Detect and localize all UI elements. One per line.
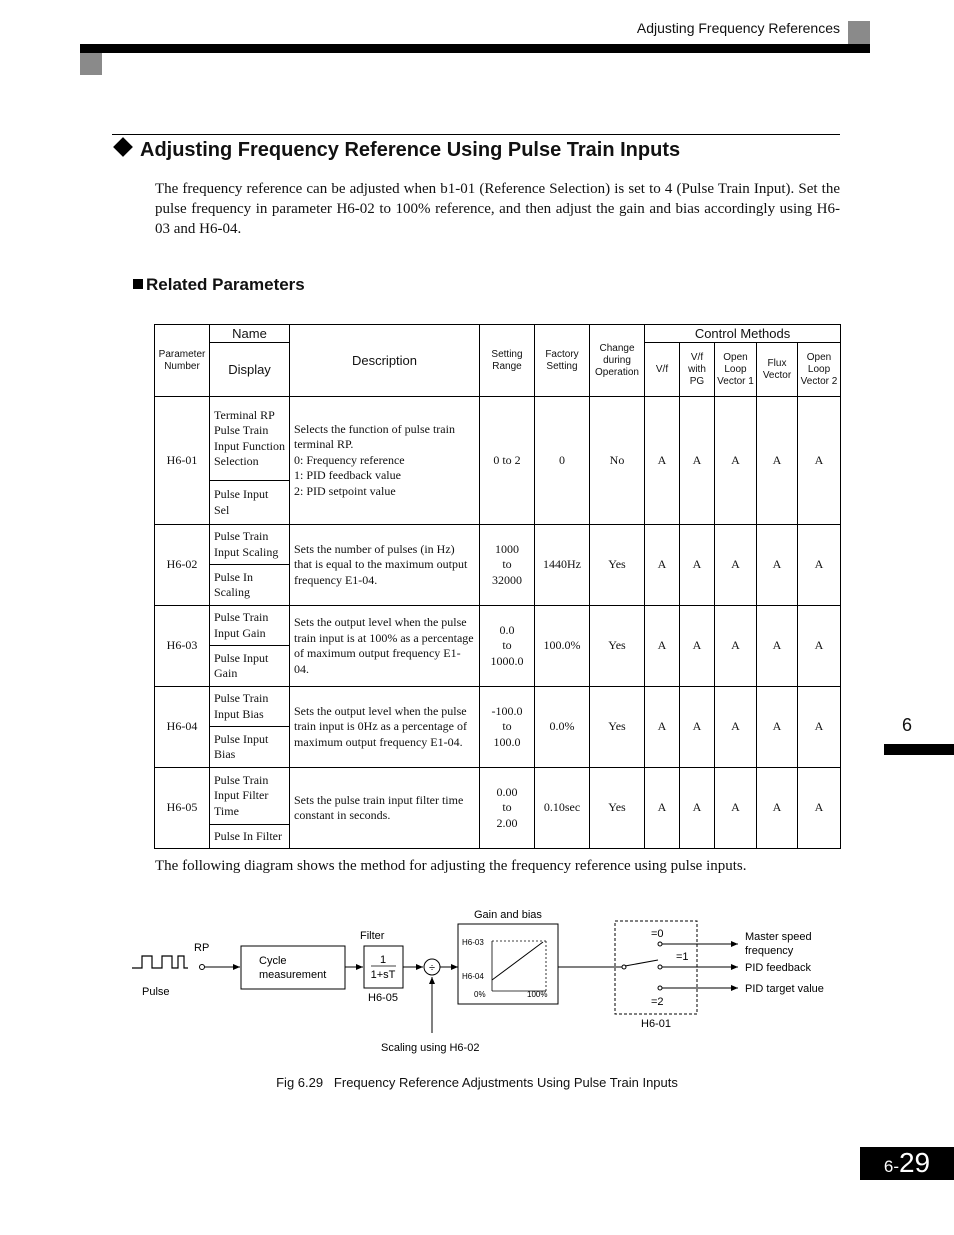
figure-caption: Fig 6.29 Frequency Reference Adjustments Using Pulse Train Inputs xyxy=(276,1075,678,1090)
param-factory: 0.10sec xyxy=(535,768,590,849)
chapter-number: 6 xyxy=(901,715,912,735)
page-num: 29 xyxy=(898,1147,931,1178)
scaling-label: Scaling using H6-02 xyxy=(381,1042,480,1054)
header-square-left xyxy=(80,53,102,75)
param-change: No xyxy=(590,397,645,525)
filter-block xyxy=(364,946,403,988)
param-change: Yes xyxy=(590,525,645,606)
diagram-intro-text: The following diagram shows the method for adjusting the frequency reference using pulse inputs. xyxy=(155,858,747,874)
page-number xyxy=(860,1147,954,1180)
sel0-label: =0 xyxy=(651,928,664,940)
filter-numerator: 1 xyxy=(379,954,387,966)
method-flux: A xyxy=(757,606,798,687)
param-range: 0 to 2 xyxy=(480,397,535,525)
method-vf: A xyxy=(645,606,680,687)
method-olv1: A xyxy=(715,525,757,606)
param-display: Pulse Input Sel xyxy=(210,481,290,525)
param-display: Pulse Input Gain xyxy=(210,646,290,687)
rp-terminal-icon xyxy=(200,965,205,970)
cycle-label-1: Cycle xyxy=(259,955,287,967)
method-flux: A xyxy=(757,525,798,606)
section-title-text: Adjusting Frequency Reference Using Pulse Train Inputs xyxy=(140,139,681,161)
parameters-table xyxy=(154,324,841,849)
col-vf: V/f xyxy=(645,343,680,397)
param-display: Pulse In Filter xyxy=(210,825,290,849)
cycle-label-2: measurement xyxy=(259,969,327,981)
page-prefix: 6- xyxy=(883,1157,899,1176)
col-olv1: Open Loop Vector 1 xyxy=(715,343,757,397)
output-master-speed-2: frequency xyxy=(745,945,794,957)
method-vf-pg: A xyxy=(680,525,715,606)
param-name: Pulse Train Input Gain xyxy=(210,606,290,646)
param-name: Pulse Train Input Scaling xyxy=(210,525,290,565)
method-vf: A xyxy=(645,768,680,849)
method-olv1: A xyxy=(715,397,757,525)
filter-param-label: H6-05 xyxy=(368,992,398,1004)
param-range: 0.0 to 1000.0 xyxy=(480,606,535,687)
param-description: Sets the pulse train input filter time constant in seconds. xyxy=(290,768,480,849)
param-factory: 0.0% xyxy=(535,687,590,768)
param-name: Pulse Train Input Bias xyxy=(210,687,290,727)
rp-label: RP xyxy=(194,942,210,954)
divide-icon: ÷ xyxy=(428,962,436,974)
col-vf-pg: V/f with PG xyxy=(680,343,715,397)
param-change: Yes xyxy=(590,687,645,768)
running-header: Adjusting Frequency References xyxy=(636,20,840,36)
method-olv2: A xyxy=(798,687,841,768)
param-number: H6-05 xyxy=(155,768,210,849)
col-setting-range: Setting Range xyxy=(480,325,535,397)
chapter-tab-bar xyxy=(884,744,954,755)
param-range: 0.00 to 2.00 xyxy=(480,768,535,849)
table-row xyxy=(155,397,841,481)
method-olv2: A xyxy=(798,606,841,687)
method-flux: A xyxy=(757,687,798,768)
method-vf: A xyxy=(645,687,680,768)
table-row xyxy=(155,606,841,646)
h603-label: H6-03 xyxy=(462,938,484,947)
param-factory: 100.0% xyxy=(535,606,590,687)
filter-label: Filter xyxy=(360,930,385,942)
param-number: H6-01 xyxy=(155,397,210,525)
method-olv2: A xyxy=(798,768,841,849)
method-flux: A xyxy=(757,768,798,849)
method-vf-pg: A xyxy=(680,687,715,768)
method-olv1: A xyxy=(715,687,757,768)
param-name: Pulse Train Input Filter Time xyxy=(210,768,290,825)
method-vf: A xyxy=(645,525,680,606)
table-row xyxy=(155,687,841,727)
param-range: 1000 to 32000 xyxy=(480,525,535,606)
param-description: Sets the output level when the pulse train input is 0Hz as a percentage of maximum output frequency E1-04. xyxy=(290,687,480,768)
sel2-label: =2 xyxy=(651,996,664,1008)
pulse-train-block-diagram xyxy=(120,900,840,1060)
intro-paragraph: The frequency reference can be adjusted when b1-01 (Reference Selection) is set to 4 (Pulse Train Input). Set the pulse frequency in parameter H6-02 to 100% reference, and then adjust the gain and bias accordingly using H6-03 and H6-04. xyxy=(155,181,840,237)
section-rule xyxy=(112,134,840,135)
param-factory: 0 xyxy=(535,397,590,525)
method-olv1: A xyxy=(715,768,757,849)
pct100-label: 100% xyxy=(527,990,548,999)
param-number: H6-03 xyxy=(155,606,210,687)
pulse-label: Pulse xyxy=(142,986,170,998)
output-pid-feedback: PID feedback xyxy=(745,962,812,974)
h604-label: H6-04 xyxy=(462,972,484,981)
param-change: Yes xyxy=(590,606,645,687)
related-heading-text: Related Parameters xyxy=(146,275,305,294)
param-description: Sets the number of pulses (in Hz) that is equal to the maximum output frequency E1-04. xyxy=(290,525,480,606)
col-param-number: Parameter Number xyxy=(155,325,210,397)
square-bullet-icon xyxy=(133,279,143,289)
selector-switch xyxy=(625,960,658,966)
method-vf-pg: A xyxy=(680,606,715,687)
method-vf: A xyxy=(645,397,680,525)
col-flux: Flux Vector xyxy=(757,343,798,397)
param-description: Sets the output level when the pulse train input is at 100% as a percentage of maximum output frequency E1-04. xyxy=(290,606,480,687)
selector-param-label: H6-01 xyxy=(641,1018,671,1030)
filter-denominator: 1+sT xyxy=(370,969,396,981)
param-change: Yes xyxy=(590,768,645,849)
method-olv1: A xyxy=(715,606,757,687)
output-master-speed-1: Master speed xyxy=(745,931,812,943)
col-change-during-operation: Change during Operation xyxy=(590,325,645,397)
col-name: Name xyxy=(210,325,290,343)
table-row xyxy=(155,768,841,825)
related-parameters-heading xyxy=(133,275,305,295)
cycle-measurement-block xyxy=(241,946,345,989)
method-flux: A xyxy=(757,397,798,525)
gain-bias-label: Gain and bias xyxy=(474,909,542,921)
header-square-right xyxy=(848,21,870,44)
col-olv2: Open Loop Vector 2 xyxy=(798,343,841,397)
method-vf-pg: A xyxy=(680,768,715,849)
header-bar xyxy=(80,44,870,53)
pct0-label: 0% xyxy=(474,990,486,999)
param-factory: 1440Hz xyxy=(535,525,590,606)
output-pid-target: PID target value xyxy=(745,983,824,995)
table-row xyxy=(155,525,841,565)
param-display: Pulse In Scaling xyxy=(210,565,290,606)
param-number: H6-02 xyxy=(155,525,210,606)
method-vf-pg: A xyxy=(680,397,715,525)
pulse-waveform-icon xyxy=(132,956,188,968)
col-factory-setting: Factory Setting xyxy=(535,325,590,397)
param-number: H6-04 xyxy=(155,687,210,768)
param-display: Pulse Input Bias xyxy=(210,727,290,768)
param-name: Terminal RP Pulse Train Input Function Selection xyxy=(210,397,290,481)
col-control-methods: Control Methods xyxy=(645,325,841,343)
section-title xyxy=(112,139,680,162)
method-olv2: A xyxy=(798,397,841,525)
col-display: Display xyxy=(210,343,290,397)
param-description: Selects the function of pulse train terminal RP. 0: Frequency reference 1: PID feedback value 2: PID setpoint value xyxy=(290,397,480,525)
col-description: Description xyxy=(290,325,480,397)
method-olv2: A xyxy=(798,525,841,606)
diamond-icon xyxy=(113,137,133,157)
param-range: -100.0 to 100.0 xyxy=(480,687,535,768)
sel1-label: =1 xyxy=(676,951,689,963)
